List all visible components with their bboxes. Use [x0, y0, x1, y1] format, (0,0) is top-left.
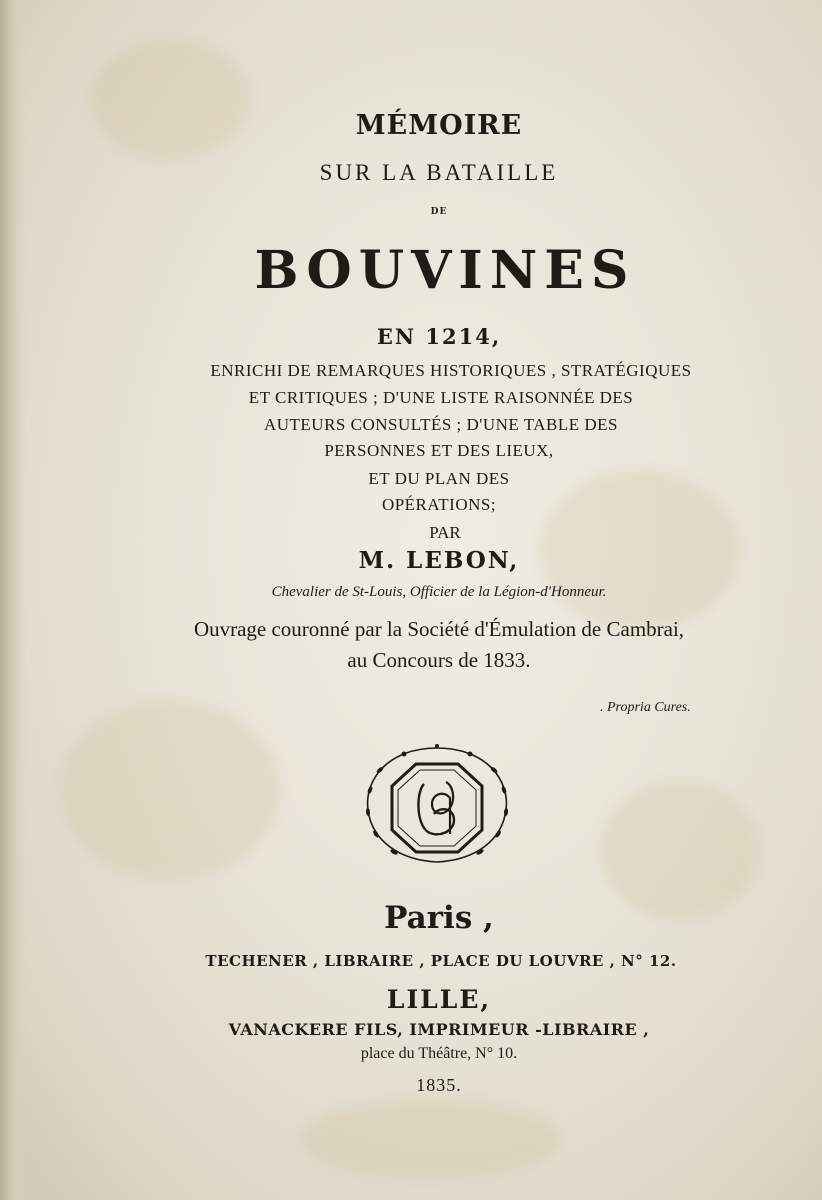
foxing-stain: [90, 40, 250, 160]
description-line: ET CRITIQUES ; D'UNE LISTE RAISONNÉE DES: [248, 388, 634, 407]
printer-city: LILLE,: [386, 985, 492, 1014]
foxing-stain: [60, 700, 280, 880]
book-subtitle: SUR LA BATAILLE: [319, 160, 559, 185]
author-name: M. LEBON,: [358, 547, 520, 574]
battle-year: EN 1214,: [376, 324, 502, 349]
book-title: MÉMOIRE: [355, 110, 523, 141]
title-particle: DE: [430, 207, 448, 217]
description-line: PERSONNES ET DES LIEUX,: [324, 441, 554, 460]
author-titles: Chevalier de St-Louis, Officier de la Légion-d'Honneur.: [271, 584, 607, 600]
publisher-name: TECHENER , LIBRAIRE , PLACE DU LOUVRE , N° 12.: [205, 952, 677, 970]
printer-name: VANACKERE FILS, IMPRIMEUR -LIBRAIRE ,: [228, 1020, 650, 1039]
award-line: Ouvrage couronné par la Société d'Émulation de Cambrai,: [193, 617, 685, 641]
by-label: PAR: [429, 523, 461, 542]
battle-name: BOUVINES: [254, 240, 636, 301]
motto: . Propria Cures.: [600, 700, 691, 715]
foxing-stain: [300, 1100, 560, 1180]
foxing-stain: [600, 780, 760, 920]
description-line: AUTEURS CONSULTÉS ; D'UNE TABLE DES: [263, 415, 619, 434]
description-line: ET DU PLAN DES: [368, 469, 510, 488]
description-line: ENRICHI DE REMARQUES HISTORIQUES , STRATÉGIQUES: [210, 361, 692, 380]
publisher-city: Paris ,: [384, 900, 494, 936]
printer-address: place du Théâtre, N° 10.: [360, 1045, 518, 1062]
award-line: au Concours de 1833.: [347, 648, 531, 672]
description-line: OPÉRATIONS;: [381, 495, 497, 514]
ornamental-monogram-wreath-icon: [358, 740, 516, 868]
publication-year: 1835.: [416, 1075, 462, 1095]
